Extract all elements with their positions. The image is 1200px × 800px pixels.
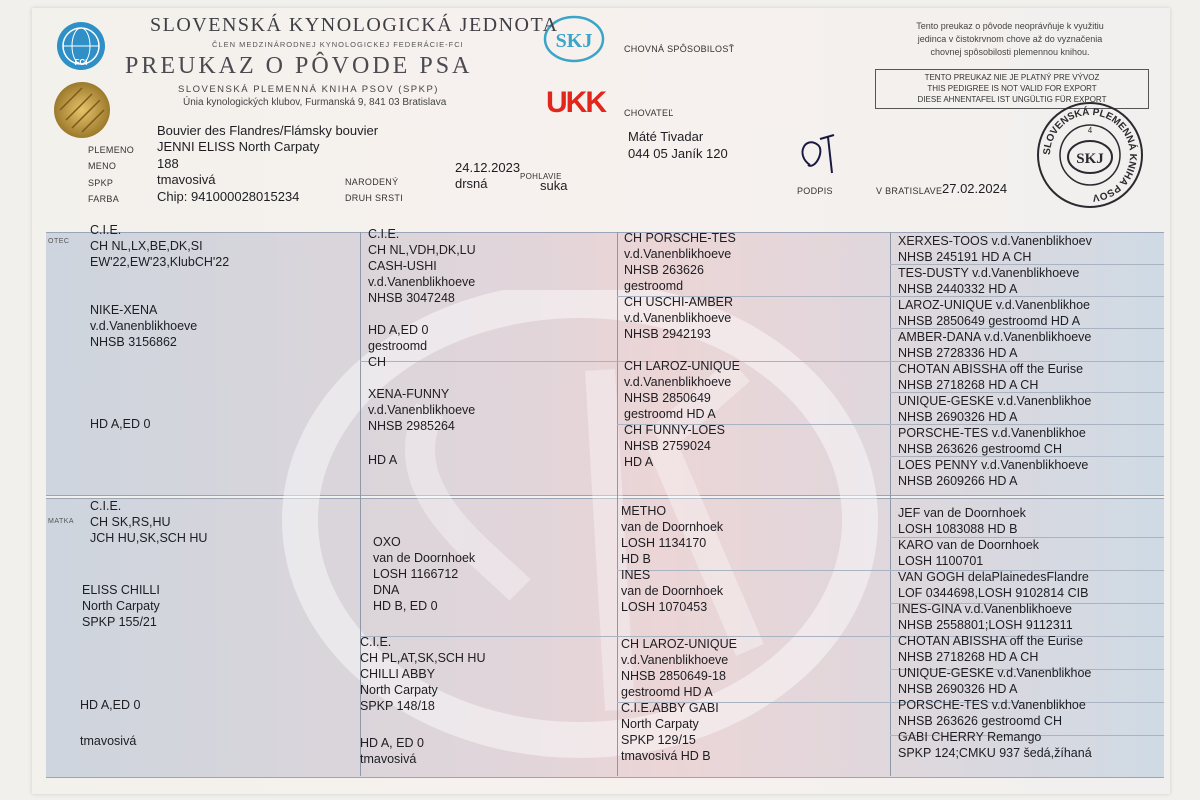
export-notice-box: TENTO PREUKAZ NIE JE PLATNÝ PRE VÝVOZ THIS PEDIGREE IS NOT VALID FOR EXPORT DIESE AHNENTAFEL IST UNGÜLTIG FÜR EXPORT: [875, 69, 1149, 109]
dog-name-value: JENNI ELISS North Carpaty: [157, 139, 320, 154]
fci-logo-text: FCI: [74, 58, 88, 67]
paternal-granddam-health: HD A: [368, 453, 398, 467]
stamp-number: 4: [1087, 126, 1093, 135]
place-label: V BRATISLAVE: [876, 186, 943, 196]
maternal-grandsire: OXO van de Doornhoek LOSH 1166712 DNA HD B, ED 0: [373, 535, 476, 613]
paternal-granddam: XENA-FUNNY v.d.Vanenblikhoeve NHSB 2985264: [368, 387, 476, 433]
breeder-name: Máté Tivadar: [628, 129, 704, 144]
place-date: 27.02.2024: [942, 181, 1008, 196]
mother-gen3-upper: METHO van de Doornhoek LOSH 1134170 HD B INES van de Doornhoek LOSH 1070453: [621, 504, 724, 614]
spkp-label: SPKP: [88, 178, 114, 188]
doc-title: PREUKAZ O PÔVODE PSA: [125, 53, 473, 79]
father-health: HD A,ED 0: [90, 417, 151, 431]
org-sub: ČLEN MEDZINÁRODNEJ KYNOLOGICKEJ FEDERÁCIE-FCI: [212, 40, 464, 49]
color-label: FARBA: [88, 194, 120, 204]
birth-label: NARODENÝ: [345, 177, 399, 187]
mother-gen4: JEF van de Doornhoek LOSH 1083088 HD B KARO van de Doornhoek LOSH 1100701 VAN GOGH delaPlainedesFlandre LOF 0344698,LOSH 9102814 CIB INES-GINA v.d.Vanenblikhoeve NHSB 2558801;LOSH 9112311 CHOTAN ABISSHA off the Eurise NHSB 2718268 HD A CH UNIQUE-GESKE v.d.Vanenblikhoe NHSB 2690326 HD A PORSCHE-TES v.d.Vanenblikhoe NHSB 263626 gestroomd CH GABI CHERRY Remango SPKP 124;CMKU 937 šedá,žíhaná: [898, 506, 1092, 760]
spkp-value: 188: [157, 156, 179, 171]
mother-gen3-lower: CH LAROZ-UNIQUE v.d.Vanenblikhoeve NHSB 2850649-18 gestroomd HD A C.I.E.ABBY GABI North Carpaty SPKP 129/15 tmavosivá HD B: [621, 637, 737, 763]
color-value: tmavosivá: [157, 172, 216, 187]
mother-health: HD A,ED 0: [80, 698, 141, 712]
father-name: NIKE-XENA v.d.Vanenblikhoeve NHSB 3156862: [90, 303, 198, 349]
father-label: OTEC: [48, 238, 70, 245]
signature-icon: [790, 125, 850, 185]
skj-logo-text: SKJ: [555, 30, 593, 52]
mother-titles: C.I.E. CH SK,RS,HU JCH HU,SK,SCH HU: [90, 499, 208, 545]
org-address: Únia kynologických klubov, Furmanská 9, 841 03 Bratislava: [183, 97, 447, 108]
studbook-name: SLOVENSKÁ PLEMENNÁ KNIHA PSOV (SPKP): [178, 84, 439, 95]
father-titles: C.I.E. CH NL,LX,BE,DK,SI EW'22,EW'23,KlubCH'22: [90, 223, 230, 269]
birth-date-value: 24.12.2023: [455, 160, 521, 175]
maternal-granddam-health: HD A, ED 0 tmavosivá: [360, 736, 424, 766]
breeder-address: 044 05 Janík 120: [628, 146, 728, 161]
official-stamp-icon: [1035, 100, 1145, 210]
fci-logo-icon: [55, 20, 107, 72]
father-gen3-lower: CH LAROZ-UNIQUE v.d.Vanenblikhoeve NHSB 2850649 gestroomd HD A CH FUNNY-LOES NHSB 2759024 HD A: [624, 359, 740, 469]
mother-label: MATKA: [48, 518, 75, 525]
ukk-logo: UKK: [546, 86, 605, 119]
mother-name: ELISS CHILLI North Carpaty SPKP 155/21: [82, 583, 160, 629]
chip-value: Chip: 941000028015234: [157, 189, 300, 204]
chovna-label: CHOVNÁ SPÔSOBILOSŤ: [624, 44, 735, 54]
paternal-grandsire: C.I.E. CH NL,VDH,DK,LU CASH-USHI v.d.Vanenblikhoeve NHSB 3047248: [368, 227, 476, 305]
coat-value: drsná: [455, 176, 488, 191]
top-note: Tento preukaz o pôvode neoprávňuje k využitiu jedinca v čistokrvnom chove až do vyznačenia chovnej spôsobilosti plemennou knihou.: [916, 21, 1104, 57]
father-gen4: XERXES-TOOS v.d.Vanenblikhoev NHSB 245191 HD A CH TES-DUSTY v.d.Vanenblikhoeve NHSB 2440332 HD A LAROZ-UNIQUE v.d.Vanenblikhoe NHSB 2850649 gestroomd HD A AMBER-DANA v.d.Vanenblikhoeve NHSB 2728336 HD A CHOTAN ABISSHA off the Eurise NHSB 2718268 HD A CH UNIQUE-GESKE v.d.Vanenblikhoe NHSB 2690326 HD A PORSCHE-TES v.d.Vanenblikhoe NHSB 263626 gestroomd CH LOES PENNY v.d.Vanenblikhoeve NHSB 2609266 HD A: [898, 234, 1092, 488]
sex-label: POHLAVIE: [520, 172, 562, 181]
gold-seal-icon: [52, 80, 112, 140]
breed-value: Bouvier des Flandres/Flámsky bouvier: [157, 123, 379, 138]
signature-label: PODPIS: [797, 186, 833, 196]
maternal-granddam: C.I.E. CH PL,AT,SK,SCH HU CHILLI ABBY North Carpaty SPKP 148/18: [360, 635, 486, 713]
sex-value: suka: [540, 178, 568, 193]
mother-color: tmavosivá: [80, 734, 137, 748]
name-label: MENO: [88, 161, 117, 171]
breed-label: PLEMENO: [88, 145, 135, 155]
paternal-grandsire-health: HD A,ED 0 gestroomd CH: [368, 323, 429, 369]
chovatel-label: CHOVATEĽ: [624, 108, 674, 118]
org-name: SLOVENSKÁ KYNOLOGICKÁ JEDNOTA: [150, 14, 559, 36]
stamp-text: SLOVENSKÁ PLEMENNÁ KNIHA PSOV: [1041, 106, 1139, 203]
coat-label: DRUH SRSTI: [345, 193, 404, 203]
stamp-logo-text: SKJ: [1076, 151, 1104, 167]
father-gen3-upper: CH PORSCHE-TES v.d.Vanenblikhoeve NHSB 263626 gestroomd CH USCHI-AMBER v.d.Vanenblikhoeve NHSB 2942193: [624, 231, 736, 341]
